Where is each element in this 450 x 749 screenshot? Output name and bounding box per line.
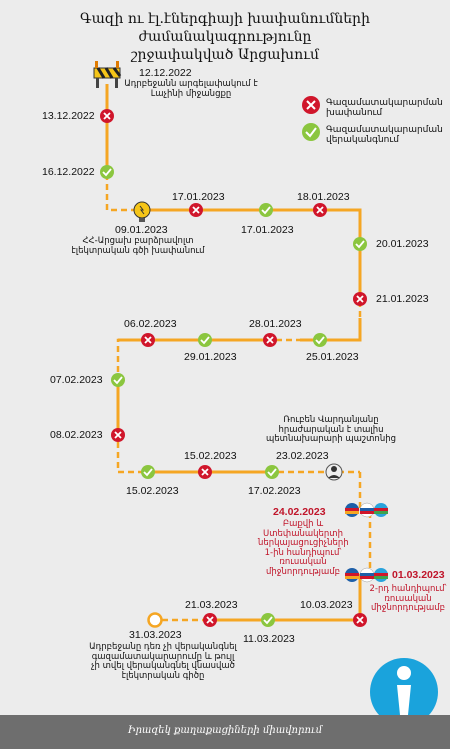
lightbulb-icon <box>134 202 150 222</box>
portrait-icon <box>326 464 342 480</box>
date-label: 13.12.2022 <box>42 110 95 122</box>
footer-bar <box>0 715 450 749</box>
event-note: Ռուբեն Վարդանյանը հրաժարական է տալիս պետնախարարի պաշտոնից <box>266 415 396 444</box>
date-label: 11.03.2023 <box>243 633 295 645</box>
date-label: 12.12.2022 <box>139 67 192 79</box>
event-note: Ադրբեջանն արգելափակում է Լաչինի միջանցքը <box>124 79 258 99</box>
date-label: 31.03.2023 <box>129 629 182 641</box>
date-label: 21.03.2023 <box>185 599 238 611</box>
date-label: 29.01.2023 <box>184 351 237 363</box>
end-marker <box>149 614 162 627</box>
date-label: 06.02.2023 <box>124 318 177 330</box>
date-label: 16.12.2022 <box>42 166 95 178</box>
flags-icon-1 <box>345 503 388 517</box>
date-label: 24.02.2023 <box>273 506 326 518</box>
date-label: 07.02.2023 <box>50 374 103 386</box>
title-line-2: շրջափակված Արցախում <box>131 47 319 63</box>
date-label: 10.03.2023 <box>300 599 353 611</box>
date-label: 15.02.2023 <box>126 485 179 497</box>
date-label: 18.01.2023 <box>297 191 350 203</box>
title-line-1: Գազի ու էլ.էներգիայի խափանումների ժամանակագրությունը <box>80 11 370 45</box>
date-label: 17.01.2023 <box>172 191 225 203</box>
date-label: 25.01.2023 <box>306 351 359 363</box>
date-label: 08.02.2023 <box>50 429 103 441</box>
event-note: ՀՀ-Արցախ բարձրավոլտ էլեկտրական գծի խափանում <box>71 236 205 256</box>
legend-cut-marker <box>302 96 320 114</box>
date-label: 23.02.2023 <box>276 450 329 462</box>
date-label: 15.02.2023 <box>184 450 237 462</box>
event-note: Ադրբեջանը դեռ չի վերականգնել գազամատակարարումը և թույլ չի տվել վերականգնել վնասված էլեկտրական գիծը <box>89 642 237 681</box>
legend-restored-label: Գազամատակարարման վերականգնում <box>326 125 443 145</box>
date-label: 17.01.2023 <box>241 224 294 236</box>
event-note: 2-րդ հանդիպում՝ ռուսական միջնորդությամբ <box>369 584 447 613</box>
event-note: Բաքվի և Ստեփանակերտի ներկայացուցիչների 1-ին հանդիպում՝ ռուսական միջնորդությամբ <box>258 519 349 577</box>
date-label: 20.01.2023 <box>376 238 429 250</box>
date-label: 17.02.2023 <box>248 485 301 497</box>
date-label: 28.01.2023 <box>249 318 302 330</box>
date-label: 01.03.2023 <box>392 569 445 581</box>
legend-restored-marker <box>302 123 320 141</box>
legend-cut-label: Գազամատակարարման խափանում <box>326 98 443 118</box>
date-label: 21.01.2023 <box>376 293 429 305</box>
flags-icon-2 <box>345 568 388 582</box>
date-label: 09.01.2023 <box>115 224 168 236</box>
footer-text: Իրազեկ քաղաքացիների միավորում <box>127 725 323 736</box>
